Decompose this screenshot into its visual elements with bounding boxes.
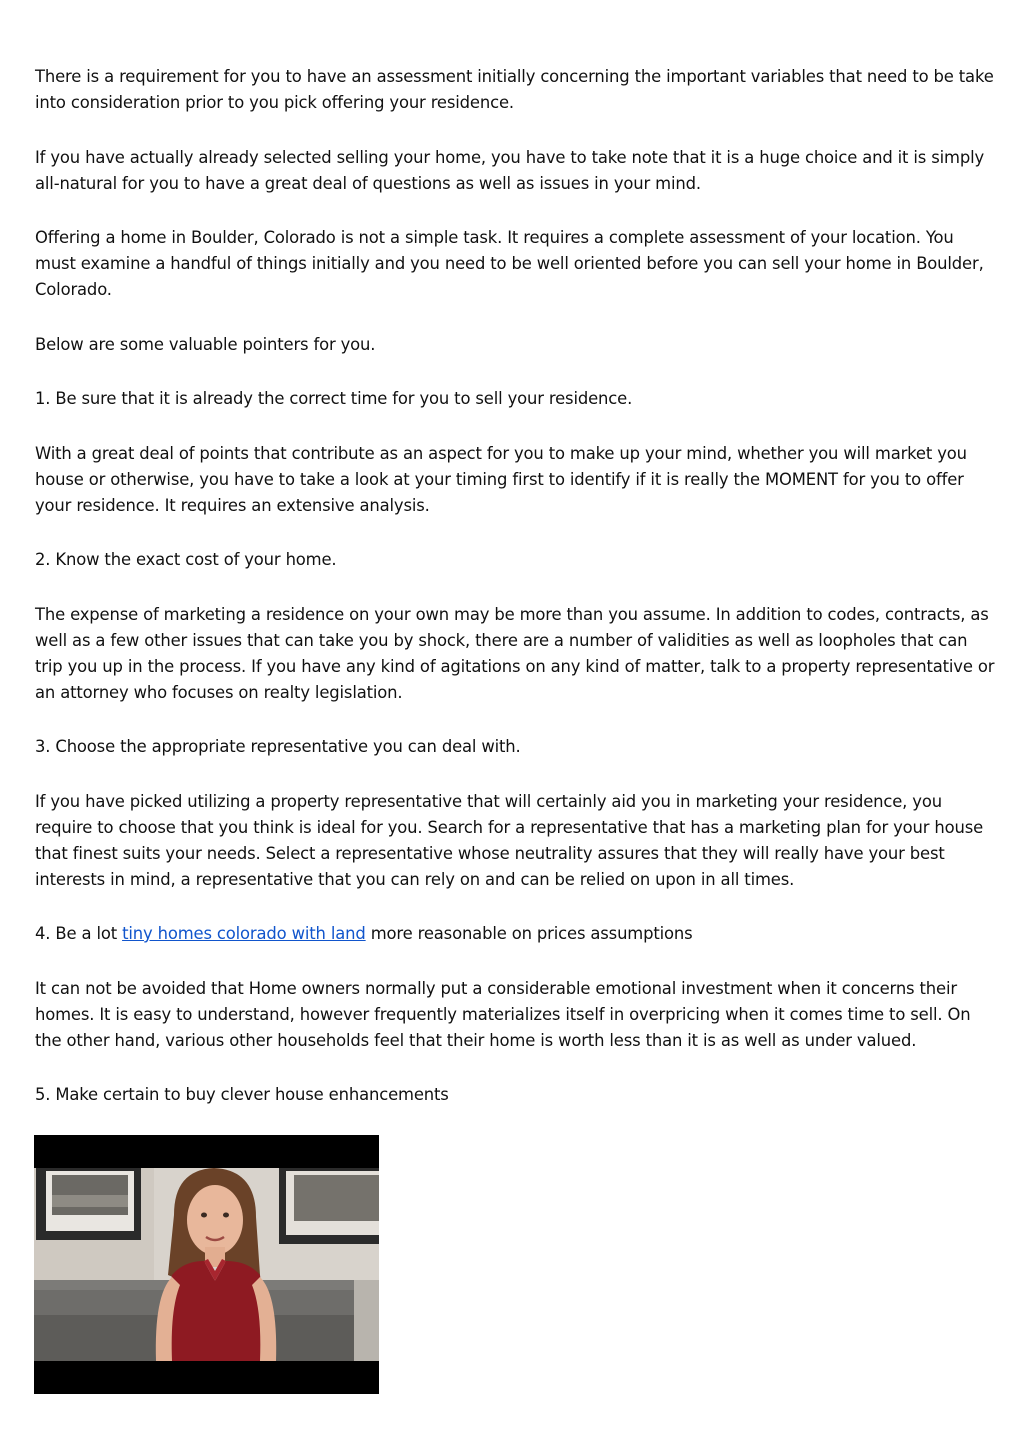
- tip-1-heading: 1. Be sure that it is already the correct time for you to sell your residence.: [35, 389, 633, 408]
- left-eye: [201, 1213, 207, 1218]
- paragraph-expense: The expense of marketing a residence on your own may be more than you assume. In addition to codes, contracts, as well as a few other issues that can take you by shock, there are a number of validities as well as loopholes that can trip you up in the process. If you have any kind of agitations on any kind of matter, talk to a property representative or an attorney who focuses on realty legislation.: [35, 604, 995, 702]
- paragraph-pointers: Below are some valuable pointers for you.: [35, 334, 376, 354]
- tip-4-heading: [35, 921, 995, 947]
- tip-4-suffix: more reasonable on prices assumptions: [365, 924, 693, 943]
- paragraph-timing: With a great deal of points that contribute as an aspect for you to make up your mind, whether you will market you house or otherwise, you have to take a look at your timing first to identify if it is really the MOMENT for you to offer your residence. It requires an extensive analysis.: [35, 443, 967, 515]
- picture-art-detail: [52, 1195, 128, 1207]
- tip-4-prefix: 4. Be a lot: [35, 924, 123, 943]
- right-eye: [223, 1213, 229, 1218]
- sofa-arm: [354, 1280, 379, 1361]
- paragraph-representative: If you have picked utilizing a property representative that will certainly aid you in marketing your residence, you require to choose that you think is ideal for you. Search for a representative that has a marketing plan for your house that finest suits your needs. Select a representative whose neutrality assures that they will really have your best interests in mind, a representative that you can rely on and can be relied on upon in all times.: [35, 791, 984, 889]
- paragraph-intro: There is a requirement for you to have an assessment initially concerning the important variables that need to be take into consideration prior to you pick offering your residence.: [35, 67, 994, 112]
- picture-art-right: [294, 1175, 379, 1221]
- paragraph-emotional: It can not be avoided that Home owners normally put a considerable emotional investment when it concerns their homes. It is easy to understand, however frequently materializes itself in overpricing when it comes time to sell. On the other hand, various other households feel that their home is worth less than it is as well as under valued.: [35, 978, 971, 1050]
- tip-5-heading: 5. Make certain to buy clever house enhancements: [35, 1085, 449, 1104]
- tip-2-heading: 2. Know the exact cost of your home.: [35, 550, 337, 569]
- paragraph-choice: If you have actually already selected selling your home, you have to take note that it is a huge choice and it is simply all-natural for you to have a great deal of questions as well as issues in your mind.: [35, 147, 985, 193]
- video-thumbnail[interactable]: [34, 1135, 379, 1394]
- video-thumbnail-woman-red-blouse-icon: [34, 1135, 379, 1394]
- paragraph-boulder: Offering a home in Boulder, Colorado is not a simple task. It requires a complete assessment of your location. You must examine a handful of things initially and you need to be well oriented before you can sell your home in Boulder, Colorado.: [35, 228, 984, 299]
- tip-3-heading: 3. Choose the appropriate representative you can deal with.: [35, 737, 521, 756]
- article-body: [35, 64, 995, 1137]
- tiny-homes-link[interactable]: tiny homes colorado with land: [122, 924, 366, 943]
- face: [187, 1185, 243, 1255]
